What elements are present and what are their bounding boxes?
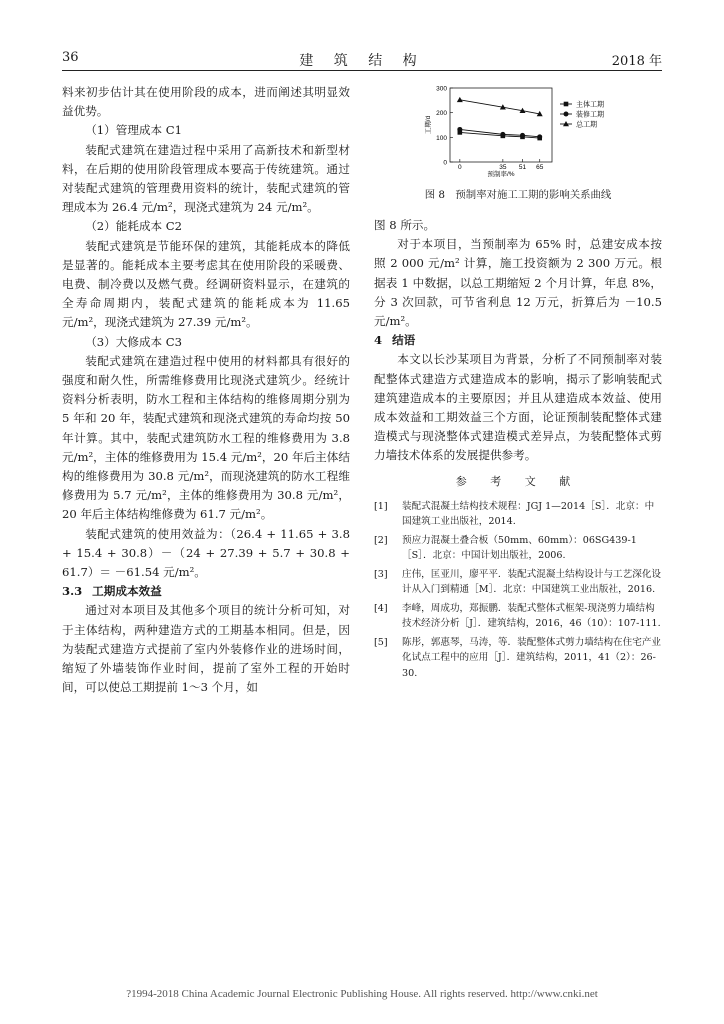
x-tick-label: 0 [458, 164, 462, 171]
body-paragraph: 装配式建筑在建造过程中使用的材料都具有很好的强度和耐久性，所需维修费用比现浇式建筑少。经统计资料分析表明，防水工程和主体结构的维修周期分别为 5 年和 20 年，装配式建筑和现浇式建筑的寿命均按 50 年计算。其中，装配式建筑防水工程的维修费用为 3.8 元/m²，主体的维修费用为 15.4 元/m²，20 年后主体结构的维修费用为 30.8 元/m²，而现浇建筑的防水工程维修费用为 5.7 元/m²，主体的维修费用为 30.8 元/m²，20 年后主体结构维修费为 61.7 元/m²。 [62, 353, 350, 522]
x-tick-label: 35 [499, 164, 507, 171]
reference-number: [3] [374, 568, 388, 580]
data-point [537, 134, 542, 139]
subsection-heading: （2）能耗成本 C2 [85, 219, 183, 234]
figure-8 [420, 82, 645, 177]
legend-marker [564, 112, 569, 117]
reference-text: 庄伟，匡亚川，廖平平．装配式混凝土结构设计与工艺深化设计从入门到精通［M］．北京：中国建筑工业出版社，2016. [402, 568, 662, 596]
reference-item [374, 533, 662, 564]
subsection-heading: （3）大修成本 C3 [85, 334, 183, 349]
right-column-body [374, 216, 662, 466]
body-paragraph: 装配式建筑在建造过程中采用了高新技术和新型材料，在后期的使用阶段管理成本要高于传统建筑。通过对装配式建筑的管理费用资料的统计，装配式建筑的管理成本为 26.4 元/m²，现浇式建筑为 24 元/m²。 [62, 142, 350, 215]
reference-item [374, 499, 662, 530]
section-title: 结语 [392, 333, 416, 348]
section-title: 工期成本效益 [92, 584, 162, 599]
y-tick-label: 200 [436, 110, 447, 118]
x-tick-label: 51 [518, 164, 527, 171]
data-point [457, 97, 463, 102]
series-line [460, 132, 540, 138]
copyright-footer: ?1994-2018 China Academic Journal Electronic Publishing House. All rights reserved. http://www.cnki.net [126, 988, 598, 1000]
section-number: 4 [374, 333, 383, 348]
journal-year: 2018 年 [611, 54, 662, 69]
running-header [62, 50, 662, 70]
reference-text: 陈彤，郭惠琴，马涛，等．装配整体式剪力墙结构在住宅产业化试点工程中的应用［J］．建筑结构，2011，41（2）：26-30. [402, 636, 662, 679]
header-rule [62, 70, 662, 71]
body-paragraph: 装配式建筑是节能环保的建筑，其能耗成本的降低是显著的。能耗成本主要考虑其在使用阶段的采暖费、电费、制冷费以及燃气费。经调研资料显示，在建筑的全寿命周期内，装配式建筑的能耗成本为 11.65 元/m²，现浇式建筑为 27.39 元/m²。 [62, 238, 350, 330]
y-tick-label: 100 [436, 134, 447, 142]
x-axis-label: 预制率/% [487, 171, 515, 177]
y-tick-label: 300 [436, 85, 447, 93]
reference-text: 李峰，周成功，郑振鹏．装配式整体式框架-现浇剪力墙结构技术经济分析［J］．建筑结构，2016，46（10）：107-111. [402, 602, 661, 630]
reference-item [374, 567, 662, 598]
reference-number: [2] [374, 534, 388, 546]
section-heading [62, 582, 350, 601]
section-heading [374, 331, 662, 350]
reference-text: 装配式混凝土结构技术规程：JGJ 1—2014［S］．北京：中国建筑工业出版社，2014. [402, 500, 655, 528]
reference-item [374, 635, 662, 682]
reference-number: [4] [374, 602, 388, 614]
plot-frame [450, 88, 552, 162]
reference-text: 预应力混凝土叠合板（50mm、60mm）：06SG439-1［S］．北京：中国计划出版社，2006. [402, 534, 637, 562]
subsection-heading: （1）管理成本 C1 [85, 123, 183, 138]
legend-label: 主体工期 [576, 101, 604, 109]
reference-number: [5] [374, 636, 388, 648]
reference-number: [1] [374, 500, 388, 512]
page-number: 36 [62, 50, 79, 65]
journal-title: 建 筑 结 构 [299, 53, 425, 69]
legend-marker [564, 102, 569, 107]
body-paragraph: 本文以长沙某项目为背景，分析了不同预制率对装配整体式建造方式建造成本的影响，揭示了影响装配式建筑建造成本的主要原因；并且从建造成本效益、使用成本效益和工期效益三个方面，论证预制装配整体式建造模式与现浇整体式建造模式差异点，为装配整体式剪力墙技术体系的发展提供参考。 [374, 352, 662, 463]
reference-list [374, 499, 662, 682]
body-paragraph: 通过对本项目及其他多个项目的统计分析可知，对于主体结构，两种建造方式的工期基本相同。但是，因为装配式建造方式提前了室内外装修作业的进场时间，缩短了外墙装饰作业时间，提前了室外工程的开始时间，可以使总工期提前 1～3 个月，如 [62, 603, 350, 695]
x-tick-label: 65 [536, 164, 544, 171]
body-paragraph: 装配式建筑的使用效益为：（26.4 + 11.65 + 3.8 + 15.4 + 30.8）－（24 + 27.39 + 5.7 + 30.8 + 61.7）＝ －61.54 元/m²。 [62, 526, 350, 580]
legend-label: 总工期 [576, 121, 597, 129]
references-heading: 参 考 文 献 [455, 474, 581, 488]
y-axis-label: 工期/d [425, 115, 432, 135]
line-chart [420, 82, 645, 177]
data-point [457, 127, 462, 132]
figure-caption: 图 8 预制率对施工工期的影响关系曲线 [424, 189, 612, 201]
left-column [62, 83, 350, 698]
y-tick-label: 0 [443, 159, 447, 167]
data-point [500, 132, 505, 137]
legend-label: 装修工期 [576, 111, 604, 119]
data-point [520, 133, 525, 138]
reference-item [374, 601, 662, 632]
series-line [460, 100, 540, 114]
body-paragraph: 料来初步估计其在使用阶段的成本，进而阐述其明显效益优势。 [62, 85, 350, 119]
body-paragraph: 对于本项目，当预制率为 65% 时，总建安成本按照 2 000 元/m² 计算，施工投资额为 2 300 万元。根据表 1 中数据，以总工期缩短 2 个月计算，年息 8%，分 3 次回款，可节省利息 12 万元，折算后为 －10.5 元/m²。 [374, 237, 662, 329]
body-paragraph: 图 8 所示。 [374, 218, 436, 232]
right-column [374, 216, 662, 684]
section-number: 3.3 [62, 584, 83, 599]
